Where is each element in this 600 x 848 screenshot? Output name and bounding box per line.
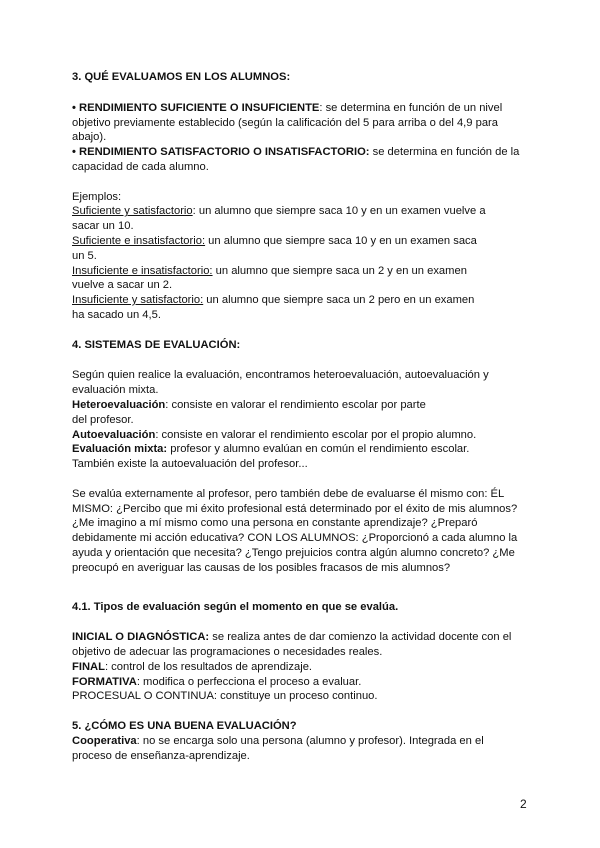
example-text: un alumno que siempre saca un 2 y en un examen vuelve a sacar un 2.	[72, 264, 467, 292]
evaluacion-final: FINAL: control de los resultados de aprendizaje.	[72, 660, 313, 673]
bullet-satisfactorio	[72, 145, 520, 175]
example-text: un alumno que siempre saca un 2 pero en un examen ha sacado un 4,5.	[72, 294, 475, 321]
bullet-satisfactorio-text: se determina en función de la capacidad de cada alumno.	[72, 146, 520, 173]
cooperativa: Cooperativa: no se encarga solo una persona (alumno y profesor). Integrada en el proceso de enseñanza-aprendizaje.	[72, 734, 484, 762]
evaluacion-procesual: PROCESUAL O CONTINUA: constituye un proceso continuo.	[72, 690, 378, 703]
section-4-intro: Según quien realice la evaluación, encontramos heteroevaluación, autoevaluación y evaluación mixta.	[72, 369, 489, 397]
evaluacion-formativa: FORMATIVA: modifica o perfecciona el proceso a evaluar.	[72, 675, 362, 688]
section-4-title: 4. SISTEMAS DE EVALUACIÓN:	[72, 338, 241, 351]
evaluacion-inicial: INICIAL O DIAGNÓSTICA: se realiza antes de dar comienzo la actividad docente con el objetivo de adecuar las programaciones o necesidades reales.	[72, 631, 512, 659]
bullet-suficiente-text: : se determina en función de un nivel objetivo previamente establecido (según la calificación del 5 para arriba o del 4,9 para abajo).	[72, 101, 503, 144]
evaluacion-final-label: FINAL	[72, 660, 105, 673]
section-4-paragraph-2: Se evalúa externamente al profesor, pero también debe de evaluarse él mismo con: ÉL MISMO: ¿Percibo que mi éxito profesional está determinado por el éxito de mis alumnos? ¿Me imagino a mí mismo como una persona en constante aprendizaje? ¿Preparó debidamente mi acción educativa? CON LOS ALUMNOS: ¿Proporcionó a cada alumno la ayuda y orientación que necesita? ¿Tengo prejuicios contra algún alumno concreto? ¿Me preocupó en averiguar las causas de los posibles fracasos de mis alumnos?	[72, 487, 518, 574]
evaluacion-inicial-label: INICIAL O DIAGNÓSTICA:	[72, 631, 210, 644]
example-text: un alumno que siempre saca 10 y en un examen vuelve a sacar un 10.	[72, 205, 486, 233]
cooperativa-label: Cooperativa	[72, 734, 137, 747]
example-item: Suficiente y satisfactorio: un alumno que siempre saca 10 y en un examen vuelve a sacar un 10.	[72, 205, 486, 233]
example-item	[72, 264, 482, 294]
autoevaluacion-label: Autoevaluación	[72, 428, 156, 441]
example-item	[72, 293, 482, 323]
evaluacion-formativa-label: FORMATIVA	[72, 675, 137, 688]
heteroevaluacion: Heteroevaluación: consiste en valorar el rendimiento escolar por parte del profesor.	[72, 398, 426, 426]
autoevaluacion-profesor: También existe la autoevaluación del profesor...	[72, 458, 308, 471]
example-term: Suficiente y satisfactorio	[72, 205, 193, 218]
evaluacion-mixta: Evaluación mixta: profesor y alumno evalúan en común el rendimiento escolar.	[72, 443, 470, 456]
example-term: Suficiente e insatisfactorio:	[72, 234, 206, 247]
page-number: 2	[520, 797, 527, 811]
section-3-title: 3. QUÉ EVALUAMOS EN LOS ALUMNOS:	[72, 71, 291, 83]
section-5-title: 5. ¿CÓMO ES UNA BUENA EVALUACIÓN?	[72, 720, 297, 733]
bullet-suficiente	[72, 101, 516, 145]
section-4-1-title: 4.1. Tipos de evaluación según el momento en que se evalúa.	[72, 600, 399, 613]
example-text: un alumno que siempre saca 10 y en un examen saca un 5.	[72, 234, 477, 262]
examples-label: Ejemplos:	[72, 190, 122, 203]
document-page	[72, 70, 532, 763]
bullet-suficiente-label: • RENDIMIENTO SUFICIENTE O INSUFICIENTE	[72, 101, 320, 114]
bullet-satisfactorio-label: • RENDIMIENTO SATISFACTORIO O INSATISFACTORIO:	[72, 146, 370, 159]
example-term: Insuficiente e insatisfactorio:	[72, 264, 213, 277]
example-term: Insuficiente y satisfactorio:	[72, 294, 204, 307]
example-item	[72, 234, 482, 264]
autoevaluacion: Autoevaluación: consiste en valorar el rendimiento escolar por el propio alumno.	[72, 428, 477, 441]
evaluacion-mixta-label: Evaluación mixta:	[72, 443, 168, 456]
heteroevaluacion-label: Heteroevaluación	[72, 398, 166, 411]
